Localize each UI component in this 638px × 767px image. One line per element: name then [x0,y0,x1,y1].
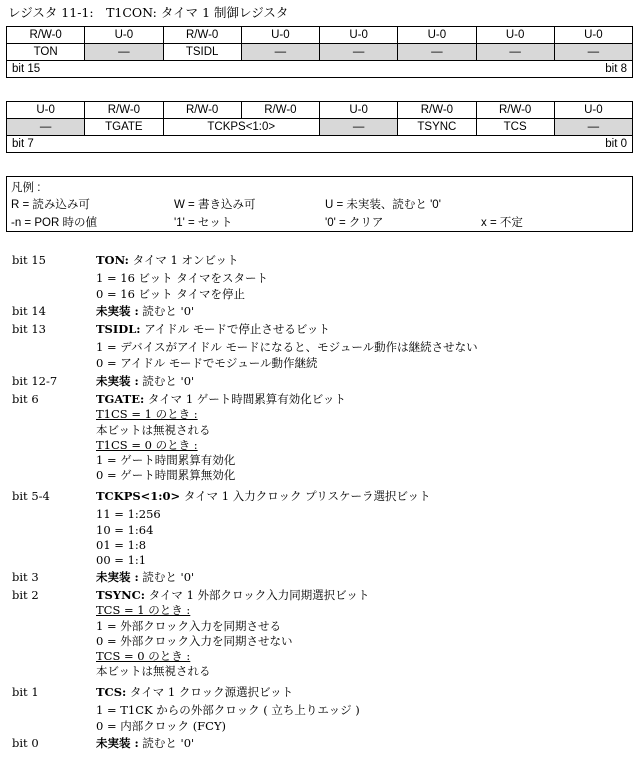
bit-label: bit 5-4 [12,489,50,503]
bit-field-name: 未実装 : [96,304,139,318]
bit-label: bit 3 [12,570,39,584]
bit-name-cell: TSYNC [398,119,476,136]
legend-unimplemented: U = 未実装、読むと '0' [325,199,441,211]
bit-name-cell: TCKPS<1:0> [163,119,320,136]
bit-label: bit 13 [12,322,46,336]
bit-field-name: 未実装 : [96,736,139,750]
register-title: レジスタ 11-1: T1CON: タイマ 1 制御レジスタ [8,5,289,20]
bit-range-row [7,61,633,78]
legend-set: '1' = セット [174,217,233,229]
bit-value-line: 0 = 外部クロック入力を同期させない [96,633,293,648]
bit-value-line: 本ビットは無視される [96,664,211,679]
bit-value-line: 1 = 外部クロック入力を同期させる [96,618,282,633]
access-cell: U-0 [554,27,632,44]
bit-value-line: 1 = デバイスがアイドル モードになると、モジュール動作は継続させない [96,340,478,355]
access-cell: U-0 [320,102,398,119]
bit-name-cell: TSIDL [163,44,241,61]
bit-field-desc: タイマ 1 ゲート時間累算有効化ビット [144,392,346,406]
bit-name-cell: — [320,119,398,136]
bit-field-name: TSYNC: [96,588,145,602]
bit-value-line: 0 = アイドル モードでモジュール動作継続 [96,355,318,370]
access-cell: R/W-0 [241,102,319,119]
register-high-table [6,26,633,78]
access-cell: R/W-0 [7,27,85,44]
bit-name-cell: — [554,44,632,61]
bit-field-desc: 読むと '0' [138,570,195,584]
access-cell: R/W-0 [398,102,476,119]
access-cell: U-0 [85,27,163,44]
bit-value-line: 01 = 1:8 [96,537,147,552]
bit-value-line: 0 = ゲート時間累算無効化 [96,468,236,483]
bit-right-label: bit 0 [605,137,627,150]
bit-name-cell: TGATE [85,119,163,136]
bit-name-cell: — [554,119,632,136]
bit-label: bit 6 [12,392,39,406]
bit-value-line: 0 = 16 ビット タイマを停止 [96,286,246,301]
bit-value-line: 0 = 内部クロック (FCY) [96,718,227,733]
bit-field-desc: タイマ 1 入力クロック プリスケーラ選択ビット [180,489,431,503]
bit-field-desc: 読むと '0' [138,304,195,318]
bit-condition: TCS = 0 のとき : [96,649,191,664]
legend-clear: '0' = クリア [325,217,384,229]
legend-read: R = 読み込み可 [11,199,90,211]
register-low-table [6,101,633,153]
bit-name-cell: TCS [476,119,554,136]
bit-left-label: bit 7 [12,137,34,150]
bit-field-name: 未実装 : [96,374,139,388]
legend-por: -n = POR 時の値 [11,217,97,229]
access-cell: R/W-0 [85,102,163,119]
access-cell: U-0 [241,27,319,44]
bit-field-name: TCS: [96,685,127,699]
bit-label: bit 14 [12,304,46,318]
access-cell: R/W-0 [163,102,241,119]
bit-field-desc: タイマ 1 外部クロック入力同期選択ビット [144,588,370,602]
access-cell: U-0 [7,102,85,119]
bit-name-cell: TON [7,44,85,61]
bit-range-row [7,136,633,153]
access-cell: U-0 [476,27,554,44]
bit-field-name: TCKPS<1:0> [96,489,181,503]
bit-field-desc: 読むと '0' [138,374,195,388]
bit-value-line: 1 = T1CK からの外部クロック ( 立ち上りエッジ ) [96,703,360,718]
bit-label: bit 2 [12,588,39,602]
legend-box [6,176,633,232]
access-cell: U-0 [320,27,398,44]
bit-field-desc: アイドル モードで停止させるビット [140,322,330,336]
legend-title: 凡例 : [11,182,41,194]
bit-label: bit 1 [12,685,39,699]
access-cell: R/W-0 [476,102,554,119]
bit-label: bit 0 [12,736,39,750]
bit-condition: TCS = 1 のとき : [96,603,191,618]
bit-name-cell: — [85,44,163,61]
bit-field-name: 未実装 : [96,570,139,584]
bit-label: bit 15 [12,253,46,267]
legend-unknown: x = 不定 [481,217,523,229]
legend-write: W = 書き込み可 [174,199,256,211]
bit-left-label: bit 15 [12,62,41,75]
bit-value-line: 本ビットは無視される [96,422,211,437]
bit-condition: T1CS = 1 のとき : [96,407,198,422]
bit-field-desc: タイマ 1 クロック源選択ビット [126,685,294,699]
bit-value-line: 00 = 1:1 [96,553,147,568]
bit-name-cell: — [398,44,476,61]
access-cell: U-0 [398,27,476,44]
bit-name-cell: — [7,119,85,136]
bit-name-cell: — [476,44,554,61]
bit-value-line: 1 = 16 ビット タイマをスタート [96,271,269,286]
bit-field-name: TON: [96,253,129,267]
bit-field-desc: 読むと '0' [138,736,195,750]
bit-name-cell: — [241,44,319,61]
access-cell: U-0 [554,102,632,119]
bit-field-name: TGATE: [96,392,145,406]
bit-condition: T1CS = 0 のとき : [96,437,198,452]
bit-value-line: 11 = 1:256 [96,507,161,522]
bit-field-name: TSIDL: [96,322,141,336]
access-cell: R/W-0 [163,27,241,44]
bit-right-label: bit 8 [605,62,627,75]
bit-name-cell: — [320,44,398,61]
bit-value-line: 1 = ゲート時間累算有効化 [96,453,236,468]
bit-value-line: 10 = 1:64 [96,522,154,537]
bit-field-desc: タイマ 1 オンビット [128,253,239,267]
bit-label: bit 12-7 [12,374,58,388]
